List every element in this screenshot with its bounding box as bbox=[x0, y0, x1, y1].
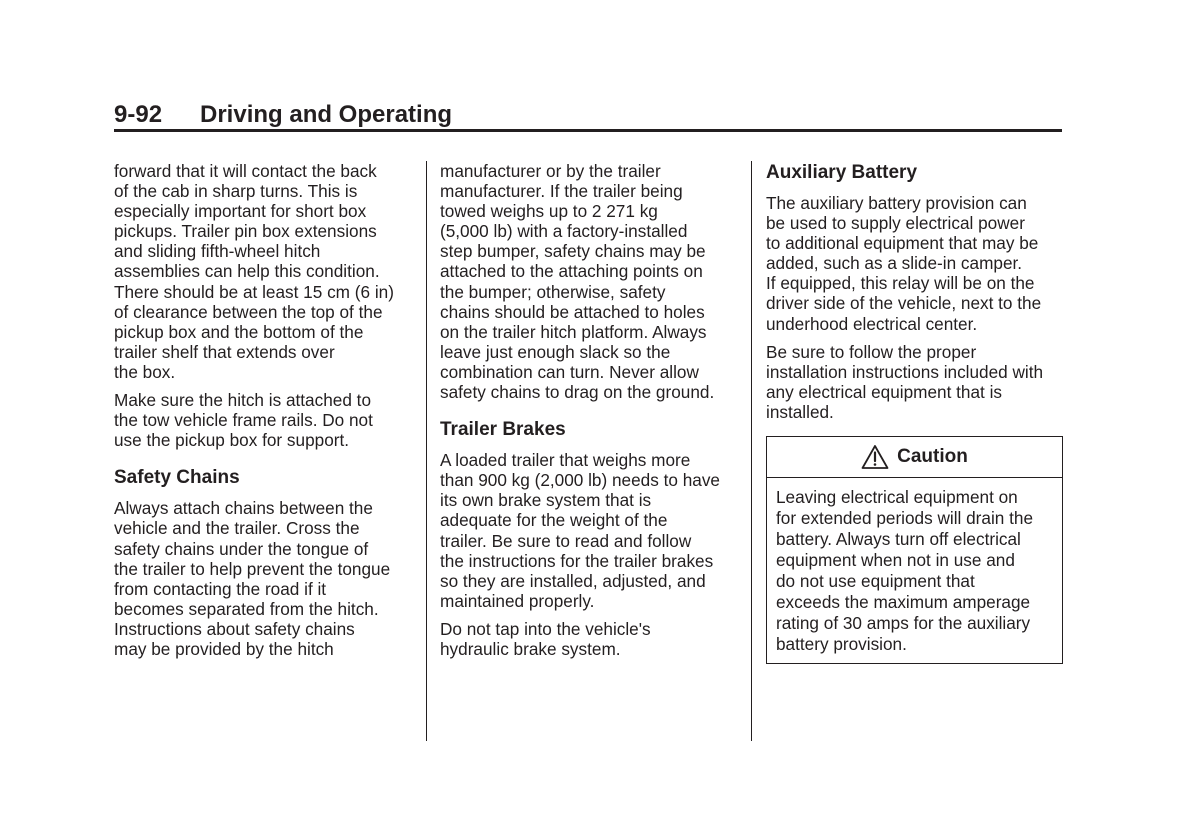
text-line: Be sure to follow the proper bbox=[766, 341, 977, 362]
paragraph-safety-chains bbox=[114, 498, 414, 659]
text-line: the bumper; otherwise, safety bbox=[440, 281, 666, 302]
text-line: added, such as a slide-in camper. bbox=[766, 253, 1023, 274]
text-line: maintained properly. bbox=[440, 590, 595, 611]
text-line: trailer. Be sure to read and follow bbox=[440, 530, 692, 551]
caution-title: Caution bbox=[897, 446, 968, 468]
text-line: forward that it will contact the back bbox=[114, 161, 377, 181]
text-line: towed weighs up to 2 271 kg bbox=[440, 201, 658, 222]
text-line: installed. bbox=[766, 401, 834, 422]
text-line: combination can turn. Never allow bbox=[440, 361, 699, 382]
text-line: The auxiliary battery provision can bbox=[766, 193, 1027, 213]
text-line: rating of 30 amps for the auxiliary bbox=[776, 613, 1031, 634]
paragraph-hydraulic-brakes bbox=[440, 619, 740, 659]
paragraph-auxiliary-battery bbox=[766, 193, 1064, 334]
column-3 bbox=[766, 161, 1064, 664]
heading-trailer-brakes: Trailer Brakes bbox=[440, 419, 566, 441]
paragraph-safety-chains-continued bbox=[440, 161, 740, 402]
text-line: safety chains under the tongue of bbox=[114, 538, 369, 559]
text-line: to additional equipment that may be bbox=[766, 233, 1039, 254]
text-line: underhood electrical center. bbox=[766, 313, 978, 334]
text-line: Instructions about safety chains bbox=[114, 618, 355, 639]
text-line: A loaded trailer that weighs more bbox=[440, 450, 691, 471]
text-line: attached to the attaching points on bbox=[440, 261, 703, 282]
text-line: manufacturer or by the trailer bbox=[440, 161, 661, 181]
text-line: the tow vehicle frame rails. Do not bbox=[114, 410, 373, 431]
text-line: safety chains to drag on the ground. bbox=[440, 382, 715, 403]
text-line: assemblies can help this condition. bbox=[114, 261, 380, 282]
text-line: on the trailer hitch platform. Always bbox=[440, 321, 707, 342]
text-line: trailer shelf that extends over bbox=[114, 341, 335, 362]
page-number: 9-92 bbox=[114, 101, 163, 128]
text-line: especially important for short box bbox=[114, 201, 367, 222]
text-line: any electrical equipment that is bbox=[766, 381, 1002, 402]
text-line: be used to supply electrical power bbox=[766, 213, 1025, 234]
text-line: the box. bbox=[114, 361, 176, 382]
text-line: do not use equipment that bbox=[776, 571, 975, 592]
text-line: its own brake system that is bbox=[440, 490, 652, 511]
caution-header bbox=[767, 437, 1062, 478]
text-line: hydraulic brake system. bbox=[440, 638, 621, 659]
section-title: Driving and Operating bbox=[200, 101, 453, 128]
warning-triangle-icon bbox=[861, 444, 889, 470]
text-line: use the pickup box for support. bbox=[114, 430, 350, 451]
header-rule bbox=[114, 129, 1062, 132]
text-line: the instructions for the trailer brakes bbox=[440, 550, 714, 571]
text-line: chains should be attached to holes bbox=[440, 301, 705, 322]
text-line: from contacting the road if it bbox=[114, 578, 327, 599]
column-divider-2 bbox=[751, 161, 752, 741]
text-line: may be provided by the hitch bbox=[114, 638, 334, 659]
text-line: pickups. Trailer pin box extensions bbox=[114, 221, 377, 242]
text-line: so they are installed, adjusted, and bbox=[440, 570, 706, 591]
paragraph-trailer-brakes bbox=[440, 450, 740, 611]
text-line: exceeds the maximum amperage bbox=[776, 592, 1031, 613]
paragraph-clearance bbox=[114, 161, 414, 382]
caution-box bbox=[766, 436, 1063, 664]
text-line: driver side of the vehicle, next to the bbox=[766, 293, 1042, 314]
text-line: Do not tap into the vehicle's bbox=[440, 618, 651, 639]
text-line: becomes separated from the hitch. bbox=[114, 598, 379, 619]
text-line: of clearance between the top of the bbox=[114, 301, 383, 322]
caution-text bbox=[767, 478, 1062, 663]
column-2 bbox=[440, 161, 740, 667]
text-line: (5,000 lb) with a factory-installed bbox=[440, 221, 688, 242]
text-line: Make sure the hitch is attached to bbox=[114, 390, 371, 411]
column-divider-1 bbox=[426, 161, 427, 741]
text-line: of the cab in sharp turns. This is bbox=[114, 181, 358, 202]
text-line: Leaving electrical equipment on bbox=[776, 487, 1018, 508]
text-line: vehicle and the trailer. Cross the bbox=[114, 518, 360, 539]
text-line: Always attach chains between the bbox=[114, 498, 373, 519]
text-line: adequate for the weight of the bbox=[440, 510, 668, 531]
text-line: step bumper, safety chains may be bbox=[440, 241, 706, 262]
paragraph-installation-instructions bbox=[766, 342, 1064, 422]
text-line: leave just enough slack so the bbox=[440, 341, 671, 362]
text-line: battery. Always turn off electrical bbox=[776, 529, 1021, 550]
text-line: battery provision. bbox=[776, 634, 907, 655]
heading-auxiliary-battery: Auxiliary Battery bbox=[766, 162, 918, 183]
text-line: and sliding fifth-wheel hitch bbox=[114, 241, 321, 262]
text-line: for extended periods will drain the bbox=[776, 508, 1034, 529]
text-line: pickup box and the bottom of the bbox=[114, 321, 364, 342]
text-line: manufacturer. If the trailer being bbox=[440, 181, 683, 202]
text-line: There should be at least 15 cm (6 in) bbox=[114, 281, 394, 302]
text-line: the trailer to help prevent the tongue bbox=[114, 558, 391, 579]
page-header bbox=[114, 100, 1062, 130]
text-line: equipment when not in use and bbox=[776, 550, 1015, 571]
heading-safety-chains: Safety Chains bbox=[114, 467, 240, 489]
paragraph-hitch-attachment bbox=[114, 390, 414, 450]
text-line: than 900 kg (2,000 lb) needs to have bbox=[440, 470, 720, 491]
text-line: installation instructions included with bbox=[766, 361, 1044, 382]
text-line: If equipped, this relay will be on the bbox=[766, 273, 1035, 294]
column-1 bbox=[114, 161, 414, 667]
